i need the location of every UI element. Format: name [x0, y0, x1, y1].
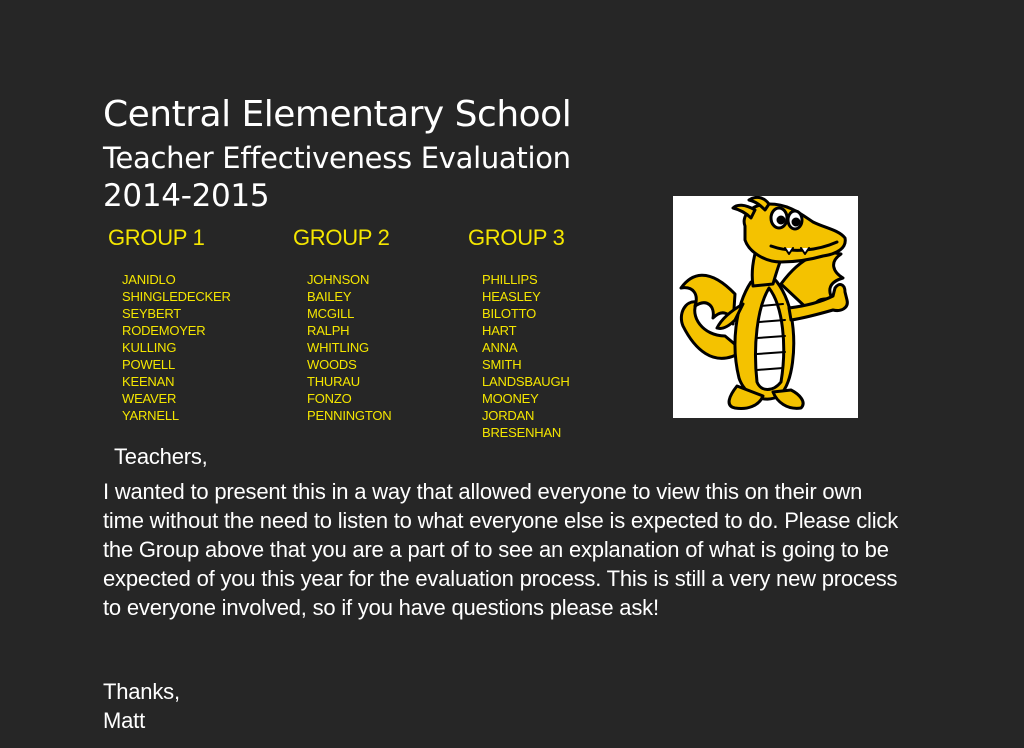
list-item: PHILLIPS	[482, 272, 538, 287]
list-item: MOONEY	[482, 391, 539, 406]
list-item: SHINGLEDECKER	[122, 289, 231, 304]
list-item: SMITH	[482, 357, 522, 372]
list-item: MCGILL	[307, 306, 355, 321]
school-title: Central Elementary School	[103, 94, 572, 135]
mascot-image	[673, 196, 858, 418]
message-signature: Matt	[103, 708, 145, 733]
school-year: 2014-2015	[103, 178, 270, 214]
group-1-section	[108, 225, 231, 423]
list-item: THURAU	[307, 374, 360, 389]
list-item: WOODS	[307, 357, 357, 372]
group-2-member-list	[307, 271, 391, 424]
list-item: BAILEY	[307, 289, 352, 304]
page-subtitle: Teacher Effectiveness Evaluation	[103, 141, 571, 175]
group-3-section	[468, 225, 570, 440]
list-item: RALPH	[307, 323, 350, 338]
list-item: WHITLING	[307, 340, 369, 355]
list-item: BRESENHAN	[482, 425, 562, 440]
group-2-link[interactable]: GROUP 2	[293, 225, 390, 250]
message-body: I wanted to present this in a way that allowed everyone to view this on their own time without the need to listen to what everyone else is expected to do. Please click the Group above that you are a part of to see an explanation of what is going to be expected of you this year for the evaluation process. This is still a very new process to everyone involved, so if you have questions please ask!	[103, 479, 899, 620]
list-item: PENNINGTON	[307, 408, 392, 423]
list-item: YARNELL	[122, 408, 179, 423]
group-2-section	[293, 225, 392, 423]
list-item: WEAVER	[122, 391, 177, 406]
list-item: HEASLEY	[482, 289, 541, 304]
list-item: JOHNSON	[307, 272, 370, 287]
list-item: JANIDLO	[122, 272, 176, 287]
list-item: HART	[482, 323, 517, 338]
message-closing: Thanks,	[103, 679, 180, 704]
message-greeting: Teachers,	[114, 444, 208, 469]
list-item: JORDAN	[482, 408, 535, 423]
dragon-mascot-icon	[673, 196, 858, 418]
list-item: FONZO	[307, 391, 352, 406]
group-3-link[interactable]: GROUP 3	[468, 225, 565, 250]
group-3-member-list	[482, 271, 570, 441]
group-1-link[interactable]: GROUP 1	[108, 225, 205, 250]
list-item: KEENAN	[122, 374, 175, 389]
list-item: KULLING	[122, 340, 177, 355]
list-item: LANDSBAUGH	[482, 374, 570, 389]
list-item: POWELL	[122, 357, 175, 372]
list-item: RODEMOYER	[122, 323, 206, 338]
list-item: ANNA	[482, 340, 518, 355]
list-item: SEYBERT	[122, 306, 182, 321]
list-item: BILOTTO	[482, 306, 536, 321]
group-1-member-list	[122, 271, 231, 424]
